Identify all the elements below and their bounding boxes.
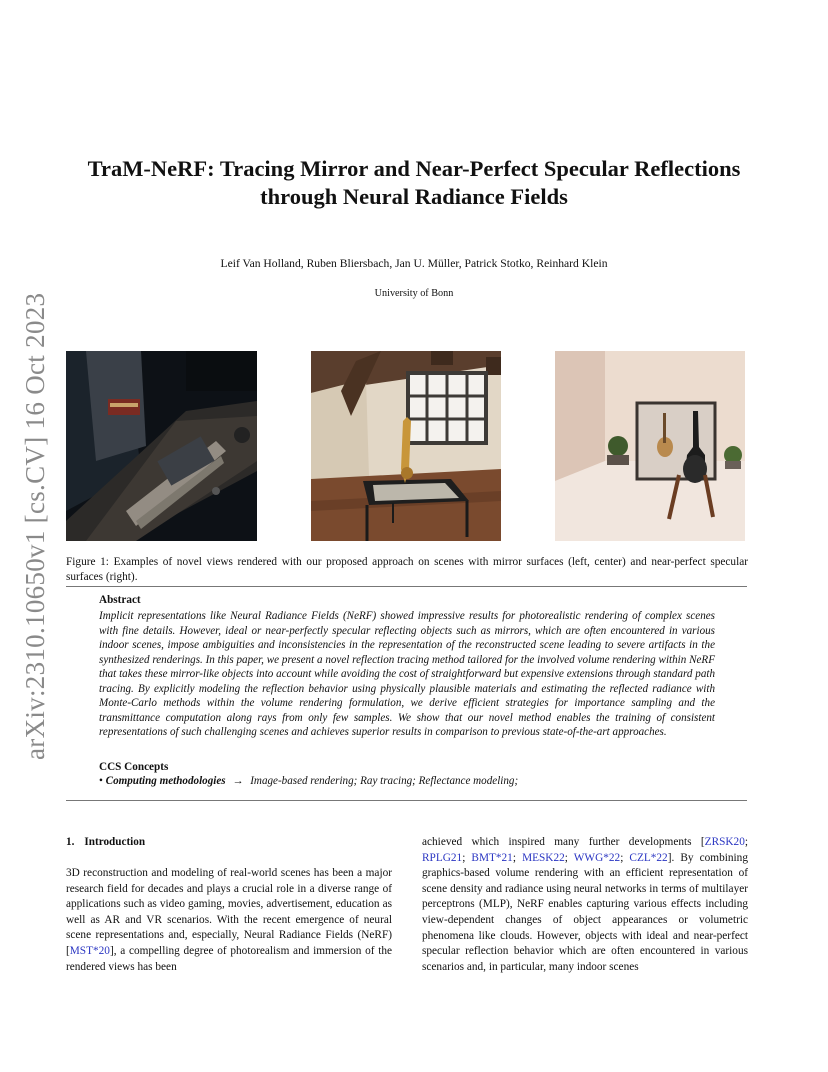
intro-left-text-1: 3D reconstruction and modeling of real-world scenes has been a major research field for decades and plays a crucial role in a diverse range of applications such as video gaming, movies, advertisement, education as well as AR and VR scenarios. With the recent emergence of neural scene representations and, especially, Neural Radiance Fields (NeRF) [ [66, 867, 392, 957]
citation-link[interactable]: MESK22 [522, 851, 565, 864]
citation-separator: ; [744, 836, 748, 848]
abstract-text: Implicit representations like Neural Radiance Fields (NeRF) showed impressive results for photorealistic rendering of complex scenes with fine details. However, ideal or near-perfectly specular reflecting objects such as mirrors, which are often encountered in various indoor scenes, impose ambiguities and inconsistencies in the representation of the reconstructed scene leading to severe artifacts in the synthesized renderings. In this paper, we present a novel reflection tracing method tailored for the involved volume rendering within NeRF that takes these mirror-like objects into account while avoiding the cost of straightforward but expensive extensions through standard path tracing. By explicitly modeling the reflection behavior using physically plausible materials and estimating the reflected radiance with Monte-Carlo methods within the volume rendering formulation, we derive efficient strategies for importance sampling and the transmittance computation along rays from only few samples. We show that our novel method enables the training of consistent representations of such challenging scenes and achieves superior results in comparison to previous state-of-the-art approaches. [99, 610, 715, 738]
citation-link[interactable]: ZRSK20 [704, 836, 745, 848]
ccs-heading: CCS Concepts [99, 761, 169, 773]
intro-right-text-2: ]. By combining graphics-based volume rendering with an efficient representation of scene density and radiance using neural networks in terms of multilayer perceptrons (MLP), NeRF enables capturing various effects including view-dependent changes of object appearances or volumetric phenomena like clouds. However, objects with ideal and near-perfect specular reflection behavior which are often encountered in various scenarios and, in particular, many indoor scenes [422, 851, 748, 973]
citation-separator: ; [620, 851, 630, 864]
intro-right-column [422, 835, 748, 975]
abstract-heading: Abstract [99, 594, 141, 606]
section-number: 1. [66, 836, 75, 848]
ccs-arrow: → [232, 775, 244, 787]
citation-link[interactable]: WWG*22 [573, 851, 621, 864]
intro-left-text-2: ], a compelling degree of photorealism and immersion of the rendered views has been [66, 944, 392, 973]
affiliation: University of Bonn [374, 288, 454, 299]
title-line-1: TraM-NeRF: Tracing Mirror and Near-Perfect Specular Reflections [87, 156, 741, 181]
section-heading [66, 836, 155, 848]
figure-caption: Figure 1: Examples of novel views rendered with our proposed approach on scenes with mirror surfaces (left, center) and near-perfect specular surfaces (right). [66, 556, 748, 583]
figure-left-mirror-room [66, 351, 257, 541]
intro-left-column [66, 866, 392, 975]
arxiv-watermark: arXiv:2310.10650v1 [cs.CV] 16 Oct 2023 [20, 292, 50, 760]
ccs-concept-line [99, 775, 518, 787]
citation-link[interactable]: MST*20 [69, 944, 110, 957]
citation-link[interactable]: RPLG21 [422, 851, 463, 864]
ccs-bullet: • [99, 775, 103, 787]
section-title: Introduction [84, 836, 146, 848]
ccs-terms: Image-based rendering; Ray tracing; Reflectance modeling; [250, 775, 519, 787]
citation-separator: ; [462, 851, 472, 864]
citation-link[interactable]: BMT*21 [471, 851, 513, 864]
abstract-top-rule [66, 586, 747, 587]
citation-link[interactable]: CZL*22 [629, 851, 668, 864]
author-list: Leif Van Holland, Ruben Bliersbach, Jan U. Müller, Patrick Stotko, Reinhard Klein [220, 257, 608, 270]
paper-title [60, 155, 768, 211]
citation-separator: ; [564, 851, 574, 864]
abstract-bottom-rule [66, 800, 747, 801]
figure-right-specular-room [555, 351, 745, 541]
figure-center-attic [311, 351, 501, 541]
ccs-category: Computing methodologies [105, 775, 226, 787]
title-line-2: through Neural Radiance Fields [260, 184, 568, 209]
intro-right-text-1: achieved which inspired many further developments [ [422, 836, 705, 848]
citation-separator: ; [512, 851, 523, 864]
